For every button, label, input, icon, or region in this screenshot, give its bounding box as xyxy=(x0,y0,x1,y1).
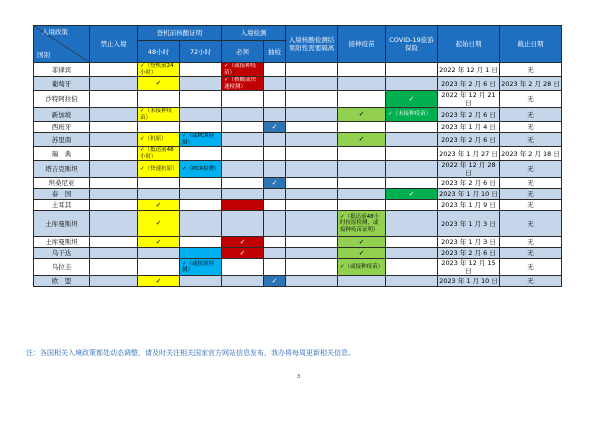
cert-72h-cell xyxy=(180,178,222,189)
insurance-cell xyxy=(386,248,438,259)
end-date-cell: 无 xyxy=(500,178,562,189)
insurance-mark: ✓ xyxy=(408,94,415,103)
positive-quarantine-cell xyxy=(286,189,338,200)
positive-quarantine-cell xyxy=(286,147,338,161)
positive-quarantine-cell xyxy=(286,211,338,237)
start-date-cell: 2023 年 12 月 15 日 xyxy=(438,259,500,276)
policy-table-body xyxy=(34,63,562,287)
corner-header xyxy=(34,26,90,63)
cert-72h-cell xyxy=(180,122,222,133)
cert-48h-cell xyxy=(138,147,180,161)
country-cell: 菲律宾 xyxy=(34,63,90,77)
country-cell: 泰 国 xyxy=(34,189,90,200)
end-date-cell: 无 xyxy=(500,161,562,178)
col-start-header: 起始日期 xyxy=(438,26,500,63)
col-48h-header: 48小时 xyxy=(138,41,180,63)
end-date-cell: 无 xyxy=(500,63,562,77)
start-date-cell: 2023 年 2 月 6 日 xyxy=(438,133,500,147)
cert-48h-cell xyxy=(138,200,180,211)
ban-cell xyxy=(90,77,138,91)
table-row xyxy=(34,259,562,276)
vaccine-cell xyxy=(338,276,386,287)
table-row xyxy=(34,133,562,147)
vaccine-mark: ✓ xyxy=(358,248,365,257)
corner-top-label: 入境政策 xyxy=(42,28,68,36)
cert-48h-cell xyxy=(138,237,180,248)
cert-48h-cell xyxy=(138,133,180,147)
cert-48h-mark: ✓ xyxy=(155,219,162,228)
end-date-cell: 无 xyxy=(500,211,562,237)
vaccine-mark: ✓（或接种疫苗） xyxy=(340,263,384,270)
cert-48h-mark: ✓（抗原） xyxy=(140,136,167,143)
start-date-cell: 2022 年 12 月 28 日 xyxy=(438,161,500,178)
start-date-cell: 2022 年 12 月 1 日 xyxy=(438,63,500,77)
table-row xyxy=(34,178,562,189)
insurance-cell xyxy=(386,91,438,108)
cert-48h-mark: ✓ xyxy=(155,237,162,246)
ban-cell xyxy=(90,276,138,287)
entry-sample-cell xyxy=(264,91,286,108)
ban-cell xyxy=(90,237,138,248)
entry-must-mark: ✓（或接种疫苗） xyxy=(224,63,257,76)
col-entry-header: 入境检测 xyxy=(222,26,286,41)
insurance-cell xyxy=(386,200,438,211)
country-cell: 土库曼斯坦 xyxy=(34,211,90,237)
ban-cell xyxy=(90,108,138,122)
entry-must-cell xyxy=(222,122,264,133)
entry-sample-cell xyxy=(264,63,286,77)
start-date-cell: 2023 年 2 月 6 日 xyxy=(438,77,500,91)
entry-must-mark: ✓（核酸或快速检测） xyxy=(224,77,257,90)
entry-sample-cell xyxy=(264,178,286,189)
positive-quarantine-cell xyxy=(286,161,338,178)
ban-cell xyxy=(90,122,138,133)
vaccine-cell xyxy=(338,77,386,91)
ban-cell xyxy=(90,189,138,200)
vaccine-cell xyxy=(338,133,386,147)
vaccine-cell xyxy=(338,259,386,276)
cert-48h-mark: ✓（未接种疫苗） xyxy=(140,108,173,121)
cert-48h-mark: ✓ xyxy=(155,79,162,88)
insurance-cell xyxy=(386,237,438,248)
cert-48h-cell xyxy=(138,63,180,77)
cert-72h-cell xyxy=(180,189,222,200)
country-cell: 坦桑尼亚 xyxy=(34,178,90,189)
start-date-cell: 2023 年 1 月 9 日 xyxy=(438,200,500,211)
entry-must-cell xyxy=(222,91,264,108)
ban-cell xyxy=(90,161,138,178)
start-date-cell: 2023 年 2 月 6 日 xyxy=(438,248,500,259)
col-vaccine-header: 接种疫苗 xyxy=(338,26,386,63)
cert-48h-mark: ✓ xyxy=(155,276,162,285)
table-row xyxy=(34,108,562,122)
cert-72h-cell xyxy=(180,248,222,259)
end-date-cell: 无 xyxy=(500,133,562,147)
corner-bottom-label: 国别 xyxy=(37,51,50,59)
entry-must-cell xyxy=(222,161,264,178)
entry-sample-cell xyxy=(264,237,286,248)
cert-72h-cell xyxy=(180,200,222,211)
ban-cell xyxy=(90,248,138,259)
ban-cell xyxy=(90,91,138,108)
ban-cell xyxy=(90,133,138,147)
positive-quarantine-cell xyxy=(286,91,338,108)
ban-cell xyxy=(90,178,138,189)
cert-48h-cell xyxy=(138,259,180,276)
col-positive-header: 入境核酸检测结果阳性需要隔离 xyxy=(286,26,338,63)
entry-sample-cell xyxy=(264,259,286,276)
start-date-cell: 2023 年 1 月 27 日 xyxy=(438,147,500,161)
insurance-cell xyxy=(386,108,438,122)
entry-sample-cell xyxy=(264,189,286,200)
positive-quarantine-cell xyxy=(286,63,338,77)
cert-48h-cell xyxy=(138,248,180,259)
end-date-cell: 2023 年 2 月 18 日 xyxy=(500,147,562,161)
entry-must-cell xyxy=(222,237,264,248)
country-cell: 苏里南 xyxy=(34,133,90,147)
end-date-cell: 无 xyxy=(500,189,562,200)
entry-must-mark: ✓ xyxy=(239,248,246,257)
vaccine-mark: ✓ xyxy=(358,135,365,144)
table-row xyxy=(34,237,562,248)
footnote: 注：各国相关入境政策都处动态调整，请及时关注相关国家官方网站信息发布，我办将每周更新相关信息。 xyxy=(26,349,355,357)
start-date-cell: 2023 年 1 月 4 日 xyxy=(438,122,500,133)
ban-cell xyxy=(90,200,138,211)
ban-cell xyxy=(90,259,138,276)
vaccine-mark: ✓ xyxy=(358,110,365,119)
table-row xyxy=(34,147,562,161)
positive-quarantine-cell xyxy=(286,259,338,276)
cert-72h-cell xyxy=(180,276,222,287)
entry-policy-table xyxy=(33,25,562,287)
entry-sample-cell xyxy=(264,77,286,91)
ban-cell xyxy=(90,211,138,237)
entry-sample-cell xyxy=(264,200,286,211)
country-cell: 瑞 典 xyxy=(34,147,90,161)
cert-72h-cell xyxy=(180,161,222,178)
insurance-cell xyxy=(386,211,438,237)
entry-must-cell xyxy=(222,147,264,161)
col-insurance-header: COVID-19旅游保险 xyxy=(386,26,438,63)
insurance-cell xyxy=(386,133,438,147)
insurance-cell xyxy=(386,161,438,178)
vaccine-cell xyxy=(338,248,386,259)
entry-must-cell xyxy=(222,276,264,287)
entry-sample-cell xyxy=(264,122,286,133)
vaccine-cell xyxy=(338,161,386,178)
col-must-header: 必须 xyxy=(222,41,264,63)
entry-sample-cell xyxy=(264,276,286,287)
start-date-cell: 2022 年 12 月 21 日 xyxy=(438,91,500,108)
positive-quarantine-cell xyxy=(286,122,338,133)
table-row xyxy=(34,122,562,133)
country-cell: 葡萄牙 xyxy=(34,77,90,91)
cert-48h-cell xyxy=(138,122,180,133)
cert-72h-cell xyxy=(180,63,222,77)
vaccine-cell xyxy=(338,211,386,237)
entry-sample-mark: ✓ xyxy=(271,276,278,285)
entry-sample-cell xyxy=(264,133,286,147)
entry-must-cell xyxy=(222,211,264,237)
entry-sample-mark: ✓ xyxy=(271,122,278,131)
country-cell: 乌干达 xyxy=(34,248,90,259)
col-sample-header: 抽检 xyxy=(264,41,286,63)
entry-must-cell xyxy=(222,178,264,189)
entry-sample-mark: ✓ xyxy=(271,178,278,187)
start-date-cell: 2023 年 1 月 3 日 xyxy=(438,237,500,248)
positive-quarantine-cell xyxy=(286,178,338,189)
start-date-cell: 2023 年 2 月 6 日 xyxy=(438,108,500,122)
cert-72h-cell xyxy=(180,108,222,122)
insurance-cell xyxy=(386,77,438,91)
entry-must-cell xyxy=(222,77,264,91)
entry-sample-cell xyxy=(264,161,286,178)
table-row xyxy=(34,248,562,259)
cert-72h-mark: ✓（或抗原检测） xyxy=(182,260,215,273)
entry-must-cell xyxy=(222,189,264,200)
positive-quarantine-cell xyxy=(286,276,338,287)
entry-must-cell xyxy=(222,200,264,211)
table-row xyxy=(34,91,562,108)
insurance-cell xyxy=(386,178,438,189)
vaccine-cell xyxy=(338,200,386,211)
cert-72h-mark: ✓（或PCR检测） xyxy=(182,133,215,146)
start-date-cell: 2023 年 1 月 10 日 xyxy=(439,277,498,285)
col-ban-header: 禁止入境 xyxy=(90,26,138,63)
cert-72h-cell xyxy=(180,211,222,237)
positive-quarantine-cell xyxy=(286,77,338,91)
cert-48h-cell xyxy=(138,108,180,122)
ban-cell xyxy=(90,147,138,161)
entry-must-cell xyxy=(222,108,264,122)
end-date-cell: 无 xyxy=(500,91,562,108)
country-cell: 土库曼斯坦 xyxy=(34,237,90,248)
positive-quarantine-cell xyxy=(286,248,338,259)
vaccine-mark: ✓ xyxy=(358,237,365,246)
entry-must-mark: ✓ xyxy=(239,237,246,246)
cert-72h-cell xyxy=(180,77,222,91)
ban-cell xyxy=(90,63,138,77)
table-row xyxy=(34,211,562,237)
country-cell: 乌拉圭 xyxy=(34,259,90,276)
country-cell: 塔吉克斯坦 xyxy=(34,161,90,178)
entry-must-cell xyxy=(222,63,264,77)
positive-quarantine-cell xyxy=(286,200,338,211)
end-date-cell: 无 xyxy=(500,122,562,133)
col-72h-header: 72小时 xyxy=(180,41,222,63)
cert-72h-cell xyxy=(180,133,222,147)
country-cell: 沙特阿拉伯 xyxy=(34,91,90,108)
cert-48h-mark: ✓（抵达前48小时） xyxy=(140,147,174,160)
positive-quarantine-cell xyxy=(286,133,338,147)
entry-sample-cell xyxy=(264,248,286,259)
cert-72h-mark: ✓（PCR检测） xyxy=(182,165,220,172)
cert-48h-mark: ✓ xyxy=(155,200,162,209)
col-end-header: 截止日期 xyxy=(500,26,562,63)
page-number: 3 xyxy=(297,374,301,380)
cert-48h-cell xyxy=(138,189,180,200)
end-date-cell: 无 xyxy=(500,259,562,276)
insurance-mark: ✓（未接种疫苗） xyxy=(388,111,432,118)
table-row xyxy=(34,161,562,178)
insurance-cell xyxy=(386,189,438,200)
insurance-cell xyxy=(386,147,438,161)
table-row xyxy=(34,189,562,200)
positive-quarantine-cell xyxy=(286,237,338,248)
entry-must-cell xyxy=(222,133,264,147)
cert-72h-cell xyxy=(180,91,222,108)
cert-72h-cell xyxy=(180,237,222,248)
table-row xyxy=(34,77,562,91)
cert-48h-cell xyxy=(138,211,180,237)
entry-must-cell xyxy=(222,248,264,259)
insurance-cell xyxy=(386,259,438,276)
cert-48h-cell xyxy=(138,91,180,108)
entry-sample-cell xyxy=(264,147,286,161)
vaccine-cell xyxy=(338,108,386,122)
country-cell: 土耳其 xyxy=(34,200,90,211)
cert-48h-cell xyxy=(138,178,180,189)
cert-72h-cell xyxy=(180,147,222,161)
end-date-cell: 2023 年 2 月 28 日 xyxy=(500,77,562,91)
vaccine-cell xyxy=(338,91,386,108)
end-date-cell: 无 xyxy=(500,200,562,211)
country-cell: 欧 盟 xyxy=(34,276,90,287)
end-date-cell: 无 xyxy=(500,276,562,287)
entry-must-cell xyxy=(222,259,264,276)
cert-48h-mark: ✓（登机前24小时） xyxy=(140,63,174,76)
table-row xyxy=(34,276,562,287)
vaccine-cell xyxy=(338,122,386,133)
country-cell: 西班牙 xyxy=(34,122,90,133)
entry-sample-cell xyxy=(264,108,286,122)
table-row xyxy=(34,200,562,211)
insurance-cell xyxy=(386,63,438,77)
end-date-cell: 无 xyxy=(500,237,562,248)
country-cell: 新加坡 xyxy=(34,108,90,122)
insurance-cell xyxy=(386,276,438,287)
start-date-cell: 2023 年 1 月 3 日 xyxy=(438,211,500,237)
vaccine-cell xyxy=(338,189,386,200)
insurance-mark: ✓ xyxy=(408,189,415,198)
end-date-cell: 无 xyxy=(500,108,562,122)
cert-72h-cell xyxy=(180,259,222,276)
entry-sample-cell xyxy=(264,211,286,237)
vaccine-cell xyxy=(338,63,386,77)
cert-48h-cell xyxy=(138,77,180,91)
table-row xyxy=(34,63,562,77)
cert-48h-cell xyxy=(138,161,180,178)
cert-48h-mark: ✓（快速抗原） xyxy=(140,165,178,172)
start-date-cell: 2023 年 2 月 6 日 xyxy=(438,178,500,189)
start-date-cell: 2023 年 1 月 10 日 xyxy=(439,190,498,198)
vaccine-cell xyxy=(338,147,386,161)
end-date-cell: 无 xyxy=(500,248,562,259)
insurance-cell xyxy=(386,122,438,133)
vaccine-mark: ✓（抵达前48小时抗原检测，或接种疫苗证明） xyxy=(340,213,380,233)
cert-48h-cell xyxy=(138,276,180,287)
vaccine-cell xyxy=(338,237,386,248)
vaccine-cell xyxy=(338,178,386,189)
positive-quarantine-cell xyxy=(286,108,338,122)
col-cert-header: 登机前核酸证明 xyxy=(138,26,222,41)
